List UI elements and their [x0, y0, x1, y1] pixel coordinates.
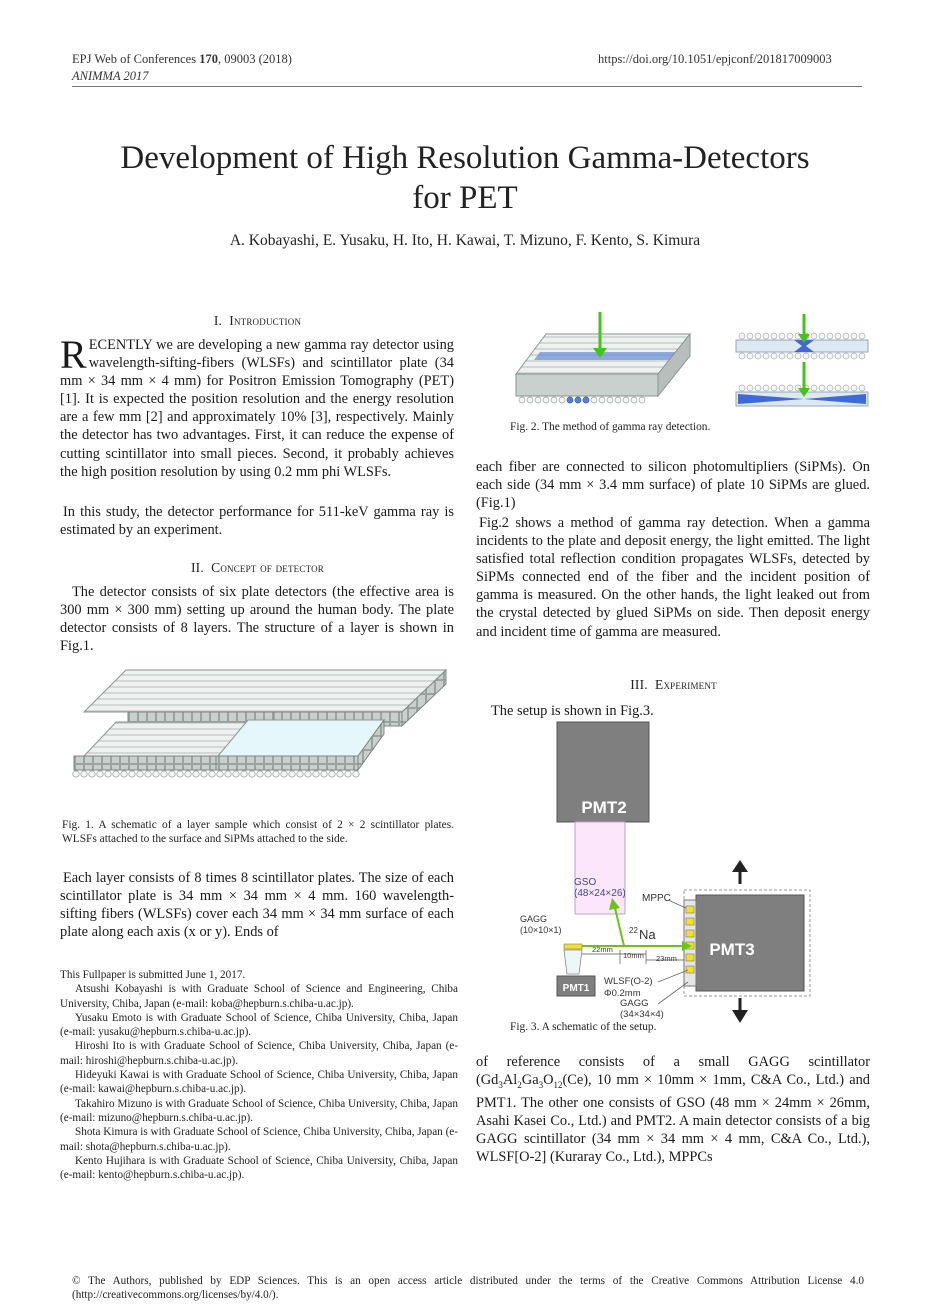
- mppc-label: MPPC: [642, 893, 671, 904]
- right-paragraph-1: each fiber are connected to silicon photomultipliers (SiPMs). On each side (34 mm × 3.4 mm surface) of plate 10 SiPMs are glued. (Fig.1): [476, 459, 870, 512]
- figure-3-setup-schematic: [508, 720, 818, 1025]
- gagg-small-label: GAGG: [520, 914, 548, 924]
- gso-label: GSO: [574, 877, 597, 888]
- distance-23mm: 23mm: [656, 954, 677, 963]
- figure-1-layer-schematic: [66, 666, 448, 796]
- section-heading-experiment: III. Experiment: [630, 677, 717, 692]
- footnote-author: Takahiro Mizuno is with Graduate School of Science, Chiba University, Chiba, Japan (e-mail: mizuno@hepburn.s.chiba-u.ac.jp).: [60, 1097, 458, 1124]
- concept-paragraph-2: Each layer consists of 8 times 8 scintillator plates. The size of each scintillator plate is 34 mm × 34 mm × 4 mm. 160 wavelength-sifting fibers (WLSFs) cover each 34 mm × 34 mm surface of each plate along each axis (x or y). Ends of: [60, 870, 454, 941]
- paper-title: Development of High Resolution Gamma-Detectors for PET: [120, 140, 810, 216]
- figure-2-detection-method: [510, 310, 874, 414]
- concept-paragraph-1: The detector consists of six plate detectors (the effective area is 300 mm × 300 mm) setting up around the human body. The plate detector consists of 8 layers. The structure of a layer is shown in Fig.1.: [60, 584, 454, 655]
- distance-22mm: 22mm: [592, 945, 613, 954]
- pmt3-label: PMT3: [709, 940, 755, 959]
- doi-link[interactable]: https://doi.org/10.1051/epjconf/201817009003: [598, 52, 832, 66]
- figure-3-caption: Fig. 3. A schematic of the setup.: [510, 1021, 657, 1033]
- footnotes: [60, 968, 458, 1182]
- header-rule: [72, 86, 862, 87]
- footnote-author: Yusaku Emoto is with Graduate School of Science, Chiba University, Chiba, Japan (e-mail: yusaku@hepburn.s.chiba-u.ac.jp).: [60, 1011, 458, 1039]
- drop-cap: R: [60, 332, 87, 377]
- footnote-author: Hideyuki Kawai is with Graduate School of Science, Chiba University, Chiba, Japan (e-mail: kawai@hepburn.s.chiba-u.ac.jp).: [60, 1069, 458, 1096]
- gagg-big-label: GAGG: [620, 998, 649, 1009]
- pmt2-label: PMT2: [581, 798, 627, 817]
- wlsf-label: WLSF(O-2): [604, 976, 653, 987]
- journal-header: EPJ Web of Conferences 170, 09003 (2018): [72, 52, 292, 66]
- wlsf-diameter-label: Φ0.2mm: [604, 988, 641, 999]
- footnote-author: Atsushi Kobayashi is with Graduate School of Science and Engineering, Chiba University, Chiba, Japan (e-mail: koba@hepburn.s.chiba-u.ac.jp).: [60, 983, 458, 1010]
- right-paragraph-4: of reference consists of a small GAGG scintillator ($Gd_3Al_2Ga_3O_{12}(Ce)$, 10 mm × 10mm × 1mm, C&A Co., Ltd.) and PMT1. The other one consists of GSO (48 mm × 24mm × 26mm, Asahi Kasei Co., Ltd.) and PMT2. A main detector consists of a big GAGG scintillator (34 mm × 34 mm × 4 mm, C&A Co., Ltd.), WLSF[O-2] (Kuraray Co., Ltd.), MPPCs: [476, 1054, 870, 1166]
- right-paragraph-3: The setup is shown in Fig.3.: [491, 703, 654, 719]
- right-paragraph-2: Fig.2 shows a method of gamma ray detection. When a gamma incidents to the plate and deposit energy, the light emitted. The light satisfied total reflection condition propagates WLSFs, detected by SiPMs connected end of the fiber and the incident position of gamma is measured. On the other hands, the light leaked out from the crystal detected by glued SiPMs on side. Then deposit energy and incident time of gamma are measured.: [476, 515, 870, 640]
- conference-name: ANIMMA 2017: [72, 69, 149, 83]
- section-heading-concept: II. Concept of detector: [190, 560, 325, 575]
- na-mass-number: 22: [629, 926, 638, 935]
- pmt1-label: PMT1: [562, 983, 590, 994]
- footnote-submitted: This Fullpaper is submitted June 1, 2017.: [60, 969, 246, 981]
- volume-number: 170: [199, 52, 218, 66]
- footnote-author: Hiroshi Ito is with Graduate School of Science, Chiba University, Chiba, Japan (e-mail: hiroshi@hepburn.s.chiba-u.ac.jp).: [60, 1040, 458, 1067]
- figure-2-caption: Fig. 2. The method of gamma ray detection.: [510, 421, 711, 433]
- author-list: A. Kobayashi, E. Yusaku, H. Ito, H. Kawai, T. Mizuno, F. Kento, S. Kimura: [229, 232, 701, 249]
- license-notice: © The Authors, published by EDP Sciences. This is an open access article distributed under the terms of the Creative Commons Attribution License 4.0 (http://creativecommons.org/licenses/by/4.0/).: [72, 1275, 864, 1302]
- na-source-label: Na: [639, 927, 656, 942]
- footnote-author: Shota Kimura is with Graduate School of Science, Chiba University, Chiba, Japan (e-mail: shota@hepburn.s.chiba-u.ac.jp).: [60, 1126, 458, 1153]
- gagg-small-dim-label: (10×10×1): [520, 925, 562, 935]
- figure-1-caption: Fig. 1. A schematic of a layer sample which consist of 2 × 2 scintillator plates. WLSFs attached to the surface and SiPMs attached to the side.: [62, 819, 454, 845]
- gso-dim-label: (48×24×26): [574, 888, 626, 899]
- intro-paragraph-1: RECENTLY we are developing a new gamma ray detector using wavelength-sifting-fibers (WLSFs) and scintillator plate (34 mm × 34 mm × 4 mm) for Positron Emission Tomography (PET) [1]. It is expected the position resolution and the energy resolution are a few mm [2] and approximately 10% [3], respectively. Mainly the detector has two advantages. First, it can reduce the expense of cutting scintillator into small pieces. Second, it probably achieves the high position resolution by using 0.2 mm phi WLSFs.: [60, 332, 454, 480]
- section-heading-intro: I. Introduction: [213, 313, 302, 328]
- distance-10mm: 10mm: [623, 951, 644, 960]
- gagg-big-dim-label: (34×34×4): [620, 1009, 664, 1020]
- footnote-author: Kento Hujihara is with Graduate School of Science, Chiba University, Chiba, Japan (e-mail: kento@hepburn.s.chiba-u.ac.jp).: [60, 1154, 458, 1182]
- intro-paragraph-2: In this study, the detector performance for 511-keV gamma ray is estimated by an experiment.: [60, 504, 454, 539]
